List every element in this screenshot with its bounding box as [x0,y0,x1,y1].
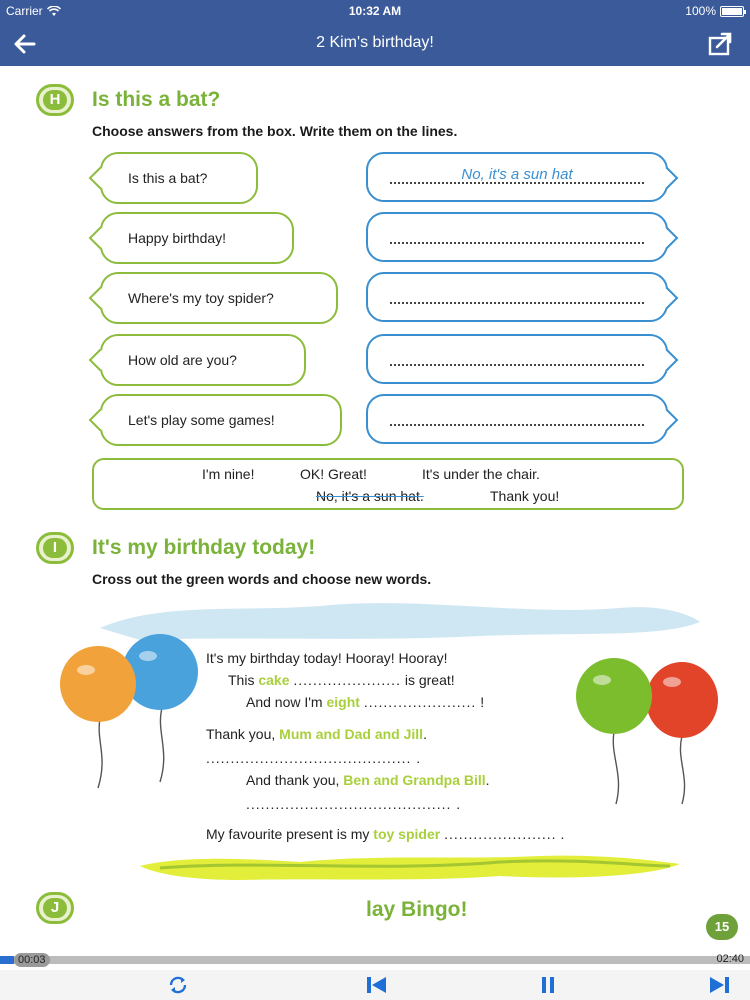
section-j-badge: J [36,892,74,924]
player-controls [0,970,750,1000]
poem-line-5-blank: .......................................... . [206,750,422,766]
poem-line-4: Thank you, Mum and Dad and Jill. [206,726,427,742]
answer-bubble-5 [366,394,668,444]
section-h-badge: H [36,84,74,116]
repeat-icon[interactable] [166,974,190,996]
previous-track-icon[interactable] [364,974,388,996]
answer-bubble-4 [366,334,668,384]
balloons-left-illustration [56,632,206,792]
box-word: It's under the chair. [422,466,540,482]
audio-progress-bar[interactable] [0,952,750,970]
poem-line-7-blank: .......................................... . [246,796,462,812]
elapsed-time: 00:03 [14,953,50,967]
section-h-instruction: Choose answers from the box. Write them on the lines. [92,123,458,139]
section-j-title: lay Bingo! [366,898,468,921]
box-word: I'm nine! [202,466,255,482]
pause-icon[interactable] [536,974,560,996]
box-word-crossed: No, it's a sun hat. [316,488,424,504]
section-i-instruction: Cross out the green words and choose new words. [92,571,432,587]
battery-percent: 100% [685,4,716,18]
poem-line-6: And thank you, Ben and Grandpa Bill. [246,772,490,788]
total-time: 02:40 [716,953,744,965]
answer-word-box [92,458,684,510]
answer-text-1: No, it's a sun hat [461,166,573,183]
progress-fill [0,956,14,964]
grass-decoration [140,850,680,884]
answer-bubble-1 [366,152,668,202]
poem-line-1: It's my birthday today! Hooray! Hooray! [206,650,448,666]
question-bubble-5: Let's play some games! [100,394,342,446]
section-i-title: It's my birthday today! [92,536,316,559]
box-word: Thank you! [490,488,560,504]
page-title: 2 Kim's birthday! [316,34,434,51]
answer-bubble-3 [366,272,668,322]
next-track-icon[interactable] [708,974,732,996]
question-bubble-4: How old are you? [100,334,306,386]
poem-line-2: This cake ...................... is great! [228,672,455,688]
battery-icon [720,6,744,17]
question-bubble-2: Happy birthday! [100,212,294,264]
page-number: 15 [706,914,738,940]
poem-line-3: And now I'm eight ....................... ! [246,694,485,710]
question-bubble-3: Where's my toy spider? [100,272,338,324]
balloons-right-illustration [574,656,724,806]
answer-bubble-2 [366,212,668,262]
carrier-label: Carrier [6,4,43,18]
poem-line-8: My favourite present is my toy spider ....................... . [206,826,565,842]
book-page [0,66,750,952]
clock: 10:32 AM [348,4,402,18]
section-h-title: Is this a bat? [92,88,221,111]
question-bubble-1: Is this a bat? [100,152,258,204]
share-icon[interactable] [706,30,734,58]
battery-info [685,4,744,18]
section-i-badge: I [36,532,74,564]
navigation-bar [0,22,750,66]
box-word: OK! Great! [300,466,367,482]
status-bar [0,0,750,22]
